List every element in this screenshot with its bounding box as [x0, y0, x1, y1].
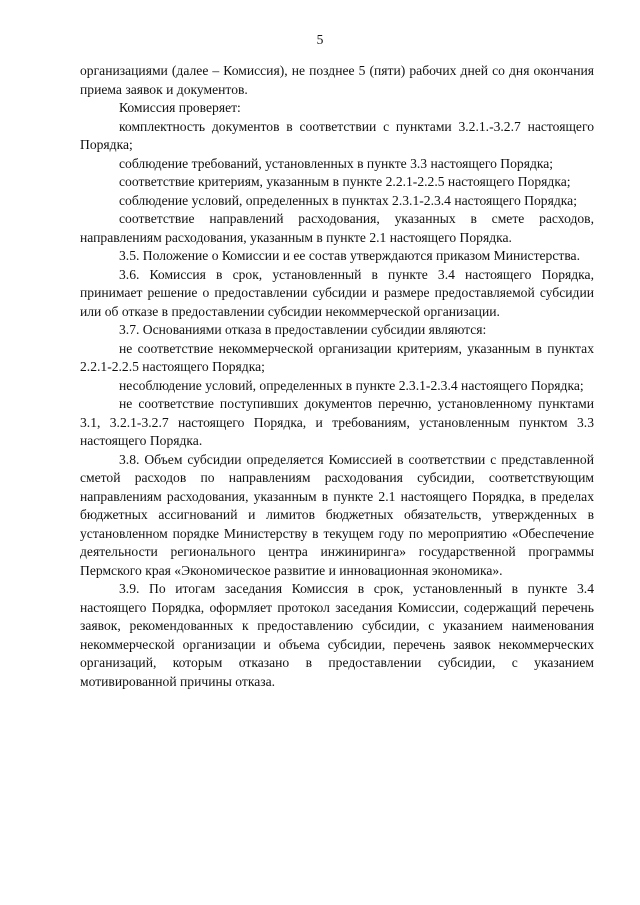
paragraph-check-completeness: комплектность документов в соответствии с пунктами 3.2.1.-3.2.7 настоящего Порядка; [80, 118, 594, 152]
paragraph-check-criteria: соответствие критериям, указанным в пункте 2.2.1-2.2.5 настоящего Порядка; [119, 174, 571, 189]
paragraph-3-9: 3.9. По итогам заседания Комиссия в срок, установленный в пункте 3.4 настоящего Порядка, оформляет протокол заседания Комиссии, содержащий перечень заявок, рекомендованных к предоставлению субсидии, с указанием наименования некоммерческой организации и объема субсидии, перечень заявок некоммерческих организаций, которым отказано в предоставлении субсидии, с указанием мотивированной причины отказа. [80, 581, 594, 689]
paragraph-3-8: 3.8. Объем субсидии определяется Комиссией в соответствии с представленной сметой расходов по направлениям расходования субсидии, соответствующим направлениям расходования, указанным в пункте 2.1 настоящего Порядка, в пределах бюджетных ассигнований и лимитов бюджетных обязательств, утвержденных в установленном порядке Министерству в текущем году по мероприятию «Обеспечение деятельности регионального центра инжиниринга» государственной программы Пермского края «Экономическое развитие и инновационная экономика». [80, 451, 594, 578]
paragraph-refusal-conditions: несоблюдение условий, определенных в пункте 2.3.1-2.3.4 настоящего Порядка; [119, 377, 584, 393]
paragraph-commission-intro: организациями (далее – Комиссия), не позднее 5 (пяти) рабочих дней со дня окончания приема заявок и документов. [80, 63, 594, 97]
paragraph-refusal-documents: не соответствие поступивших документов перечню, установленному пунктами 3.1, 3.2.1-3.2.7 настоящего Порядка, и требованиям, установленным пунктом 3.3 настоящего Порядка. [80, 396, 594, 448]
paragraph-check-requirements: соблюдение требований, установленных в пункте 3.3 настоящего Порядка; [119, 155, 554, 171]
paragraph-3-6: 3.6. Комиссия в срок, установленный в пункте 3.4 настоящего Порядка, принимает решение о предоставлении субсидии и размере предоставляемой субсидии или об отказе в предоставлении субсидии некоммерческой организации. [80, 266, 594, 319]
paragraph-check-spending: соответствие направлений расходования, указанных в смете расходов, направлениям расходования, указанным в пункте 2.1 настоящего Порядка. [80, 211, 594, 245]
paragraph-check-conditions: соблюдение условий, определенных в пунктах 2.3.1-2.3.4 настоящего Порядка; [119, 192, 577, 208]
page-number: 5 [316, 32, 324, 47]
paragraph-3-5: 3.5. Положение о Комиссии и ее состав утверждаются приказом Министерства. [119, 248, 580, 263]
paragraph-3-7: 3.7. Основаниями отказа в предоставлении субсидии являются: [119, 322, 487, 337]
document-body [80, 62, 594, 691]
paragraph-commission-checks: Комиссия проверяет: [119, 100, 241, 115]
paragraph-refusal-criteria: не соответствие некоммерческой организации критериям, указанным в пунктах 2.2.1-2.2.5 настоящего Порядка; [80, 340, 594, 374]
